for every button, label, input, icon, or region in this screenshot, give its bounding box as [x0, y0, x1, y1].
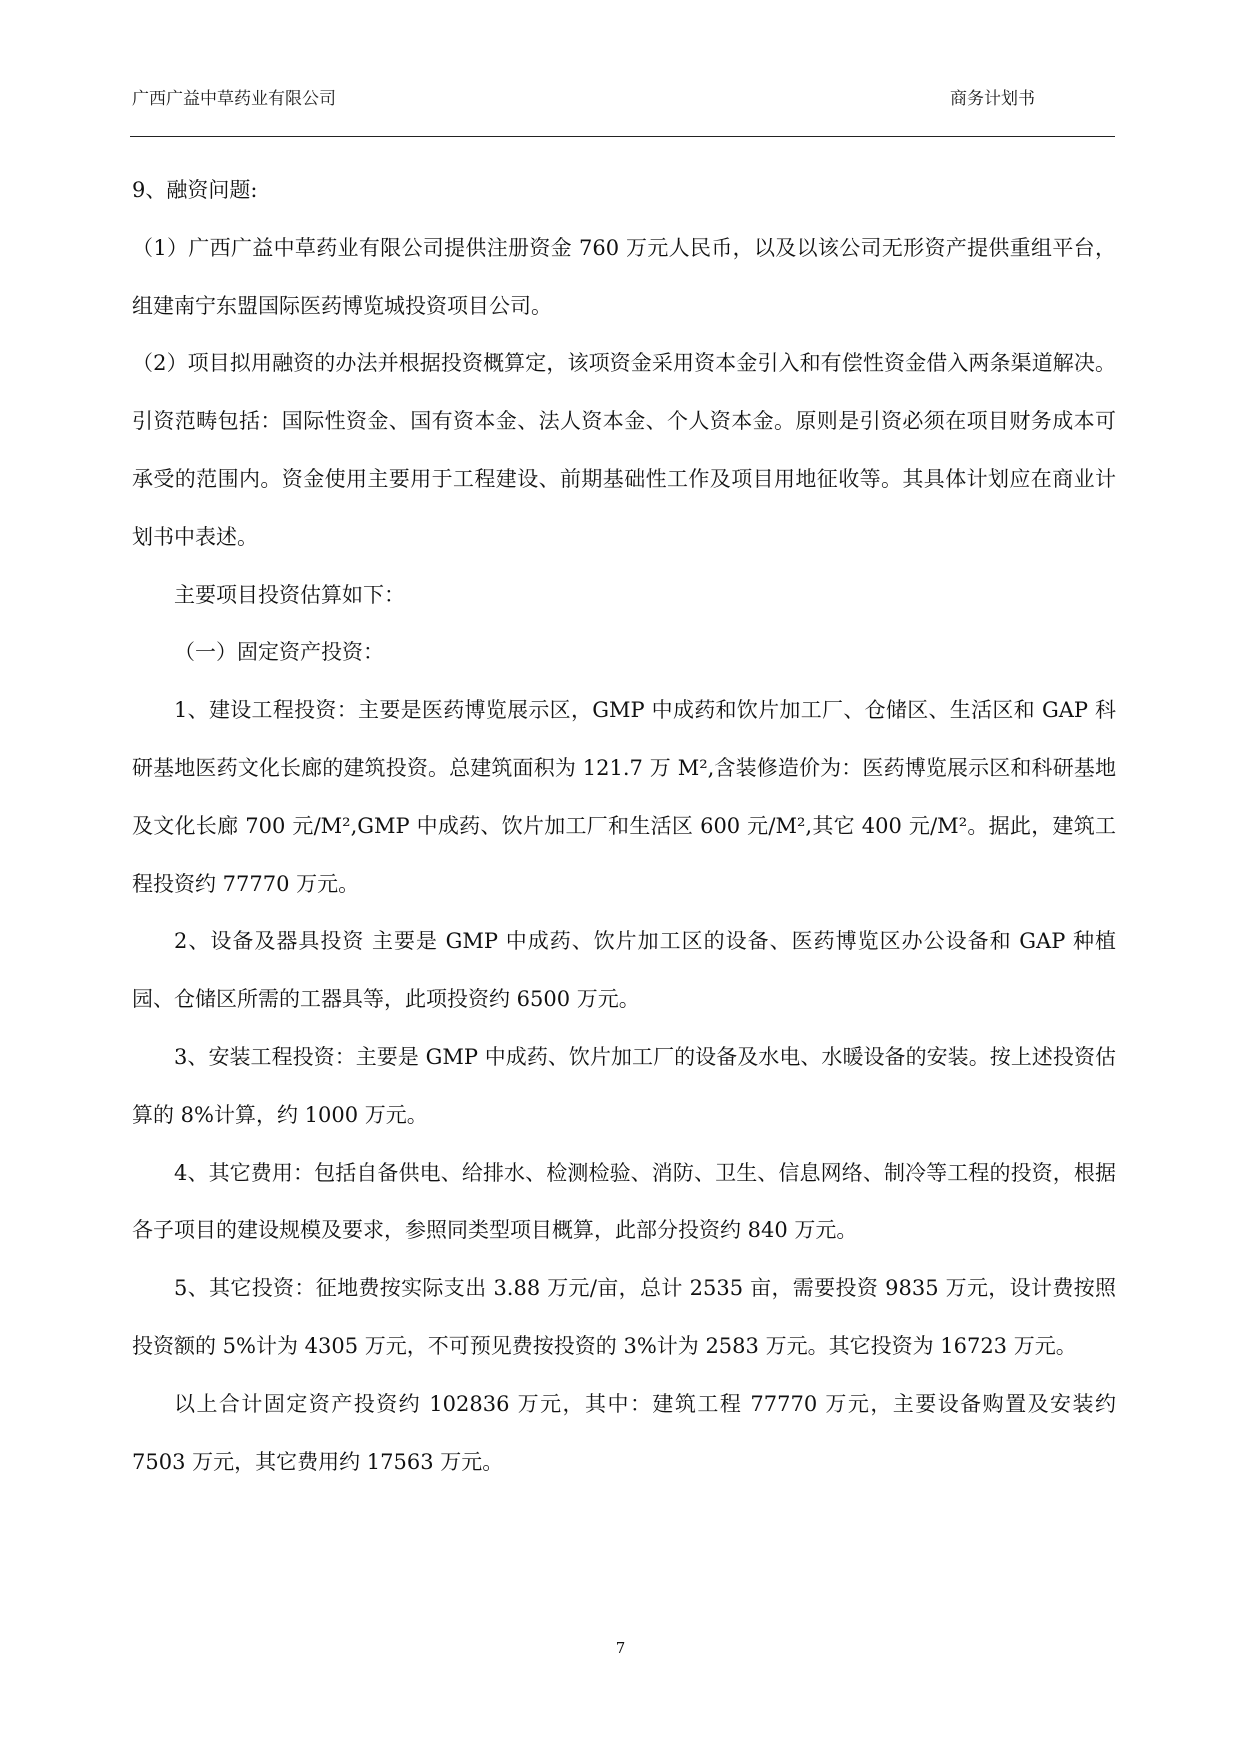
paragraph-registered-capital: （1）广西广益中草药业有限公司提供注册资金 760 万元人民币，以及以该公司无形资产提供重组平台，组建南宁东盟国际医药博览城投资项目公司。 — [132, 235, 1116, 318]
list-item-equipment-investment: 2、设备及器具投资 主要是 GMP 中成药、饮片加工区的设备、医药博览区办公设备和 GAP 种植园、仓储区所需的工器具等，此项投资约 6500 万元。 — [132, 929, 1116, 1012]
list-item-other-expenses: 4、其它费用：包括自备供电、给排水、检测检验、消防、卫生、信息网络、制冷等工程的投资，根据各子项目的建设规模及要求，参照同类型项目概算，此部分投资约 840 万元。 — [132, 1160, 1116, 1243]
page-body — [132, 162, 1116, 1491]
paragraph-financing-method: （2）项目拟用融资的办法并根据投资概算定，该项资金采用资本金引入和有偿性资金借入两条渠道解决。引资范畴包括：国际性资金、国有资本金、法人资本金、个人资本金。原则是引资必须在项目财务成本可承受的范围内。资金使用主要用于工程建设、前期基础性工作及项目用地征收等。其具体计划应在商业计划书中表述。 — [132, 351, 1116, 549]
header-divider — [130, 136, 1115, 137]
section-title: 9、融资问题: — [132, 178, 258, 202]
header-company-name: 广西广益中草药业有限公司 — [132, 89, 336, 109]
list-item-other-investment: 5、其它投资：征地费按实际支出 3.88 万元/亩，总计 2535 亩，需要投资 9835 万元，设计费按照投资额的 5%计为 4305 万元，不可预见费按投资的 3%计为 2583 万元。其它投资为 16723 万元。 — [132, 1276, 1116, 1358]
header-document-type: 商务计划书 — [950, 89, 1035, 109]
page-number: 7 — [615, 1639, 626, 1657]
subsection-heading-fixed-assets: （一）固定资产投资： — [174, 640, 384, 665]
list-item-construction-investment: 1、建设工程投资：主要是医药博览展示区，GMP 中成药和饮片加工厂、仓储区、生活区和 GAP 科研基地医药文化长廊的建筑投资。总建筑面积为 121.7 万 M²,含装修造价为：医药博览展示区和科研基地及文化长廊 700 元/M²,GMP 中成药、饮片加工厂和生活区 600 元/M²,其它 400 元/M²。据此，建筑工程投资约 77770 万元。 — [132, 698, 1116, 896]
paragraph-summary: 以上合计固定资产投资约 102836 万元，其中：建筑工程 77770 万元，主要设备购置及安装约 7503 万元，其它费用约 17563 万元。 — [132, 1391, 1116, 1474]
list-item-installation-investment: 3、安装工程投资：主要是 GMP 中成药、饮片加工厂的设备及水电、水暖设备的安装。按上述投资估算的 8%计算，约 1000 万元。 — [132, 1044, 1116, 1127]
paragraph-estimate-intro: 主要项目投资估算如下： — [174, 582, 405, 607]
